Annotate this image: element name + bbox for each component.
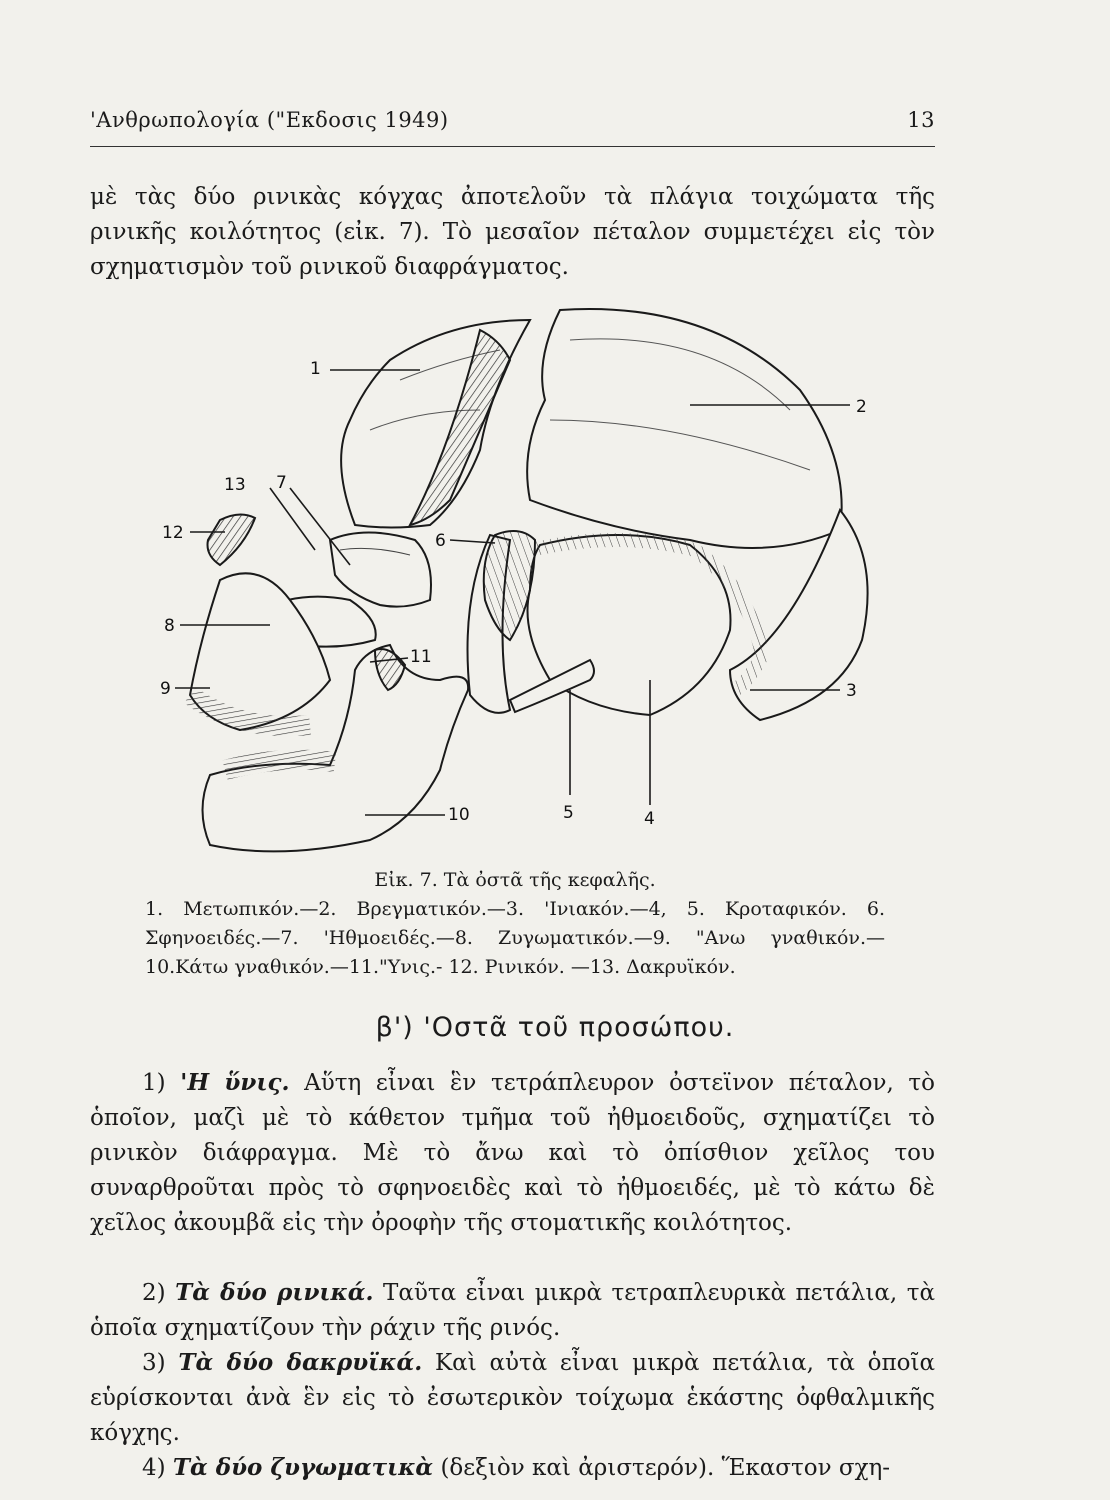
item-text: Καὶ αὐτὰ εἶναι μικρὰ πετάλια, τὰ ὁποῖα εὑρίσκονται ἀνὰ ἓν εἰς τὸ ἐσωτερικὸν τοίχωμα ἑκάστης ὀφθαλμικῆς κόγχης. — [90, 1350, 936, 1446]
item-vomer — [90, 1065, 935, 1241]
parietal-bone — [527, 309, 842, 548]
section-heading: β') 'Οστᾶ τοῦ προσώπου. — [375, 1012, 735, 1043]
label-6: 6 — [435, 531, 446, 551]
label-1: 1 — [310, 359, 321, 379]
item-term: Τὰ δύο ρινικά. — [175, 1279, 374, 1306]
label-13: 13 — [224, 475, 246, 495]
label-8: 8 — [164, 616, 175, 636]
item-number: 1) — [142, 1070, 166, 1096]
label-11: 11 — [410, 647, 432, 667]
intro-paragraph: μὲ τὰς δύο ρινικὰς κόγχας ἀποτελοῦν τὰ πλάγια τοιχώματα τῆς ρινικῆς κοιλότητος (εἰκ. 7). Τὸ μεσαῖον πέταλον συμμετέχει εἰς τὸν σχηματισμὸν τοῦ ρινικοῦ διαφράγματος. — [90, 184, 935, 280]
figure-caption — [145, 866, 885, 982]
label-7: 7 — [276, 473, 287, 493]
page-number: 13 — [907, 108, 935, 132]
item-number: 3) — [142, 1350, 166, 1376]
label-12: 12 — [162, 523, 184, 543]
label-5: 5 — [563, 803, 574, 823]
label-3: 3 — [846, 681, 857, 701]
item-zygomatic — [90, 1450, 935, 1486]
item-number: 4) — [142, 1455, 166, 1481]
label-4: 4 — [644, 809, 655, 829]
ethmoid-bone — [330, 533, 431, 607]
item-nasal — [90, 1275, 935, 1346]
book-title: 'Ανθρωπολογία ("Εκδοσις 1949) — [90, 108, 449, 132]
item-text: (δεξιὸν καὶ ἀριστερόν). Ἕκαστον σχη- — [440, 1455, 891, 1481]
caption-legend: 1. Μετωπικόν.—2. Βρεγματικόν.—3. 'Ινιακόν.—4, 5. Κροταφικόν. 6. Σφηνοειδές.—7. 'Ηθμοειδές.—8. Ζυγωματικόν.—9. "Ανω γναθικόν.—10.Κάτω γναθικόν.—11."Υνις.- 12. Ρινικόν. —13. Δακρυϊκόν. — [145, 898, 885, 978]
label-9: 9 — [160, 679, 171, 699]
label-10: 10 — [448, 805, 470, 825]
skull-figure — [150, 300, 880, 860]
label-2: 2 — [856, 397, 867, 417]
item-lacrimal — [90, 1345, 935, 1451]
item-number: 2) — [142, 1280, 166, 1306]
item-term: Τὰ δύο ζυγωματικὰ — [172, 1454, 434, 1481]
item-term: Τὰ δύο δακρυϊκά. — [178, 1349, 423, 1376]
caption-title: Εἰκ. 7. Τὰ ὀστᾶ τῆς κεφαλῆς. — [374, 869, 656, 891]
item-term: 'Η ὕνις. — [180, 1069, 290, 1096]
nasal-bone — [208, 514, 256, 565]
running-header — [90, 108, 935, 147]
item-text: Αὕτη εἶναι ἓν τετράπλευρον ὀστεϊνον πέταλον, τὸ ὁποῖον, μαζὶ μὲ τὸ κάθετον τμῆμα τοῦ ἠθμοειδοῦς, σχηματίζει τὸ ρινικὸν διάφραγμα. Μὲ τὸ ἄνω καὶ τὸ ὀπίσθιον χεῖλος του συναρθροῦται πρὸς τὸ σφηνοειδὲς καὶ τὸ ἠθμοειδές, μὲ τὸ κάτω δὲ χεῖλος ἀκουμβᾶ εἰς τὴν ὀροφὴν τῆς στοματικῆς κοιλότητος. — [90, 1070, 936, 1236]
item-text: Ταῦτα εἶναι μικρὰ τετραπλευρικὰ πετάλια, τὰ ὁποῖα σχηματίζουν τὴν ράχιν τῆς ρινός. — [90, 1280, 936, 1341]
